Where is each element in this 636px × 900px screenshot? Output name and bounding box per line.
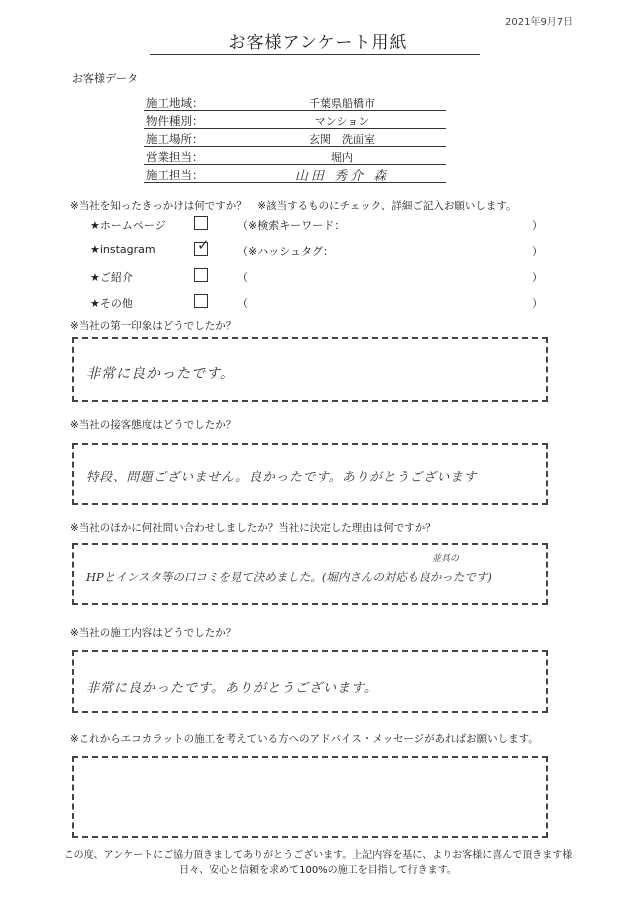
survey-date: 2021年9月7日	[505, 17, 574, 28]
answer-box-reason	[72, 543, 548, 605]
question-source: ※当社を知ったきっかけは何ですか？ ※該当するものにチェック、詳細ご記入お願いします。	[70, 200, 517, 212]
customer-row-installer	[144, 165, 446, 183]
source-checkbox[interactable]	[194, 294, 208, 308]
customer-row-label: 施工地域：	[146, 96, 204, 110]
customer-data-table	[144, 93, 446, 183]
answer-box-service-attitude	[72, 443, 548, 505]
customer-row-value-handwritten: 山田 秀介 森	[294, 169, 390, 184]
answer-box-work-quality	[72, 650, 548, 713]
source-option-other	[80, 292, 550, 312]
customer-row-label: 物件種別：	[146, 114, 204, 128]
answer-handwritten: 特段、問題ございません。良かったです。ありがとうございます	[86, 469, 478, 484]
source-name: ★instagram	[90, 243, 156, 256]
customer-section-label: お客様データ	[72, 72, 138, 85]
customer-row-label: 施工場所：	[146, 132, 204, 146]
footer-message-line1: この度、アンケートにご協力頂きましてありがとうございます。上記内容を基に、よりお客様に喜んで頂きます様	[63, 850, 573, 861]
answer-box-advice	[72, 756, 548, 838]
customer-row-property-type	[144, 111, 446, 129]
answer-note-handwritten: 並具の	[432, 554, 460, 564]
check-mark-icon: ✓	[197, 236, 210, 254]
customer-row-value: 堀内	[331, 151, 353, 164]
question-advice: ※これからエコカラットの施工を考えている方へのアドバイス・メッセージがあればお願いします。	[70, 733, 539, 745]
source-name: ★ご紹介	[90, 271, 133, 284]
page-title: お客様アンケート用紙	[228, 33, 408, 53]
question-service-attitude: ※当社の接客態度はどうでしたか？	[70, 419, 237, 431]
answer-handwritten: 非常に良かったです。	[86, 366, 235, 382]
customer-row-value: 千葉県船橋市	[309, 97, 375, 110]
question-work-quality: ※当社の施工内容はどうでしたか？	[70, 627, 237, 639]
source-detail-label: （	[237, 271, 248, 284]
answer-handwritten: HPとインスタ等の口コミを見て決めました。(堀内さんの対応も良かったです)	[86, 570, 492, 584]
source-detail-close: ）	[532, 219, 543, 232]
source-detail-label: （※ハッシュタグ：	[237, 245, 334, 258]
source-detail-close: ）	[532, 297, 543, 310]
answer-box-first-impression	[72, 337, 548, 402]
source-detail-label: （	[237, 297, 248, 310]
source-option-homepage	[80, 214, 550, 234]
source-detail-close: ）	[532, 245, 543, 258]
source-option-referral	[80, 266, 550, 286]
source-detail-close: ）	[532, 271, 543, 284]
question-first-impression: ※当社の第一印象はどうでしたか？	[70, 320, 237, 332]
customer-row-sales-rep	[144, 147, 446, 165]
source-name: ★ホームページ	[90, 219, 166, 232]
source-checkbox[interactable]	[194, 216, 208, 230]
source-name: ★その他	[90, 297, 133, 310]
customer-row-label: 施工担当：	[146, 168, 204, 182]
source-detail-label: （※検索キーワード：	[237, 219, 346, 232]
footer-message-line2: 日々、安心と信頼を求めて100%の施工を目指して行きます。	[179, 865, 457, 876]
customer-row-location	[144, 129, 446, 147]
customer-row-value: マンション	[314, 115, 370, 128]
customer-row-area	[144, 93, 446, 111]
question-reason: ※当社のほかに何社問い合わせしましたか？当社に決定した理由は何ですか？	[70, 522, 436, 534]
source-option-instagram	[80, 236, 550, 260]
source-checkbox[interactable]	[194, 268, 208, 282]
customer-row-label: 営業担当：	[146, 150, 204, 164]
answer-handwritten: 非常に良かったです。ありがとうございます。	[86, 681, 378, 696]
title-underline	[150, 54, 480, 55]
customer-row-value: 玄関 洗面室	[309, 133, 375, 146]
